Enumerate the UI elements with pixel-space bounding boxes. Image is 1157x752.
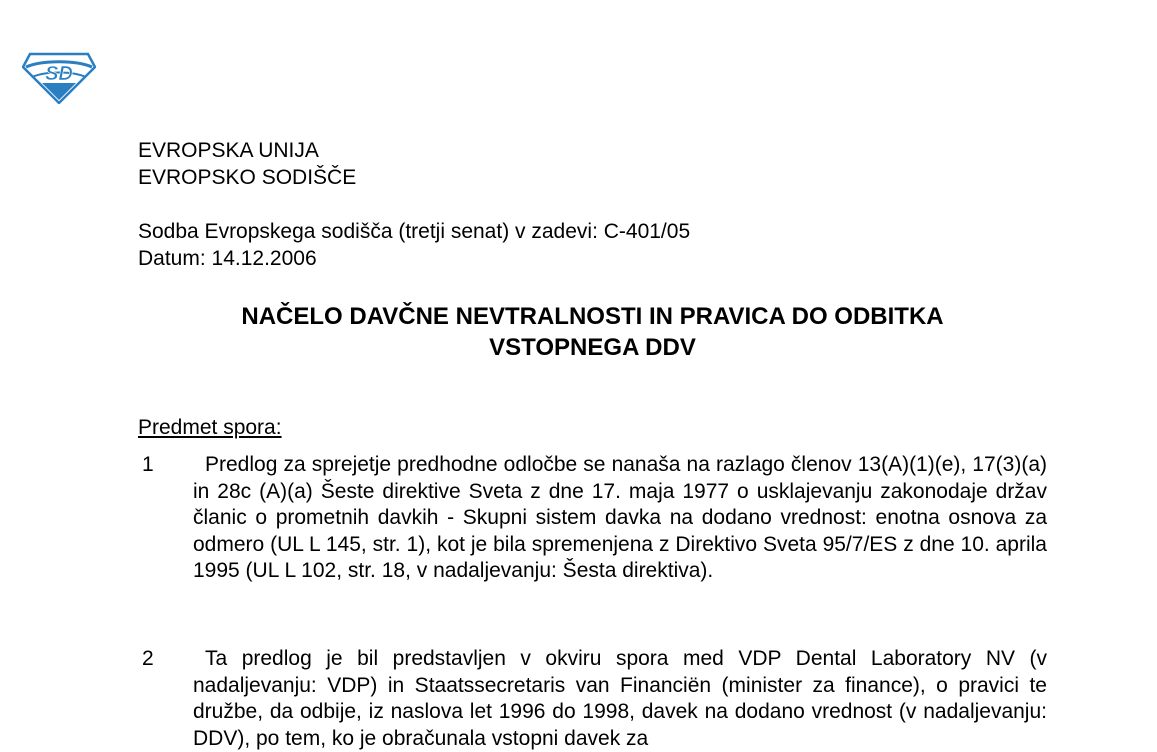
section-heading: Predmet spora: xyxy=(138,416,282,439)
logo-text: SD xyxy=(45,63,73,85)
document-title xyxy=(138,301,1047,363)
court-heading: EVROPSKO SODIŠČE xyxy=(138,166,357,189)
judgment-line: Sodba Evropskega sodišča (tretji senat) v zadevi: C-401/05 xyxy=(138,220,691,243)
paragraph-text: Predlog za sprejetje predhodne odločbe se nanaša na razlago členov 13(A)(1)(e), 17(3)(a) in 28c (A)(a) Šeste direktive Sveta z dne 17. maja 1977 o usklajevanju zakonodaje držav članic o prometnih davkih - Skupni sistem davka na dodano vrednost: enotna osnova za odmero (UL L 145, str. 1), kot je bila spremenjena z Direktivo Sveta 95/7/ES z dne 10. aprila 1995 (UL L 102, str. 18, v nadaljevanju: Šesta direktiva). xyxy=(193,453,1047,582)
paragraph-number: 1 xyxy=(142,453,154,476)
paragraph xyxy=(138,646,1047,752)
date-line: Datum: 14.12.2006 xyxy=(138,247,317,270)
paragraph-text: Ta predlog je bil predstavljen v okviru spora med VDP Dental Laboratory NV (v nadaljevanju: VDP) in Staatssecretaris van Financiën (minister za finance), o pravici te družbe, da odbije, iz naslova let 1996 do 1998, davek na dodano vrednost (v nadaljevanju: DDV), po tem, ko je obračunala vstopni davek za xyxy=(193,647,1047,750)
logo-emblem xyxy=(22,50,96,104)
union-heading: EVROPSKA UNIJA xyxy=(138,139,319,162)
title-line-2: VSTOPNEGA DDV xyxy=(489,334,696,361)
sd-shield-icon xyxy=(22,50,96,104)
paragraph-number: 2 xyxy=(142,647,154,670)
paragraph xyxy=(138,452,1047,585)
title-line-1: NAČELO DAVČNE NEVTRALNOSTI IN PRAVICA DO ODBITKA xyxy=(241,303,944,330)
